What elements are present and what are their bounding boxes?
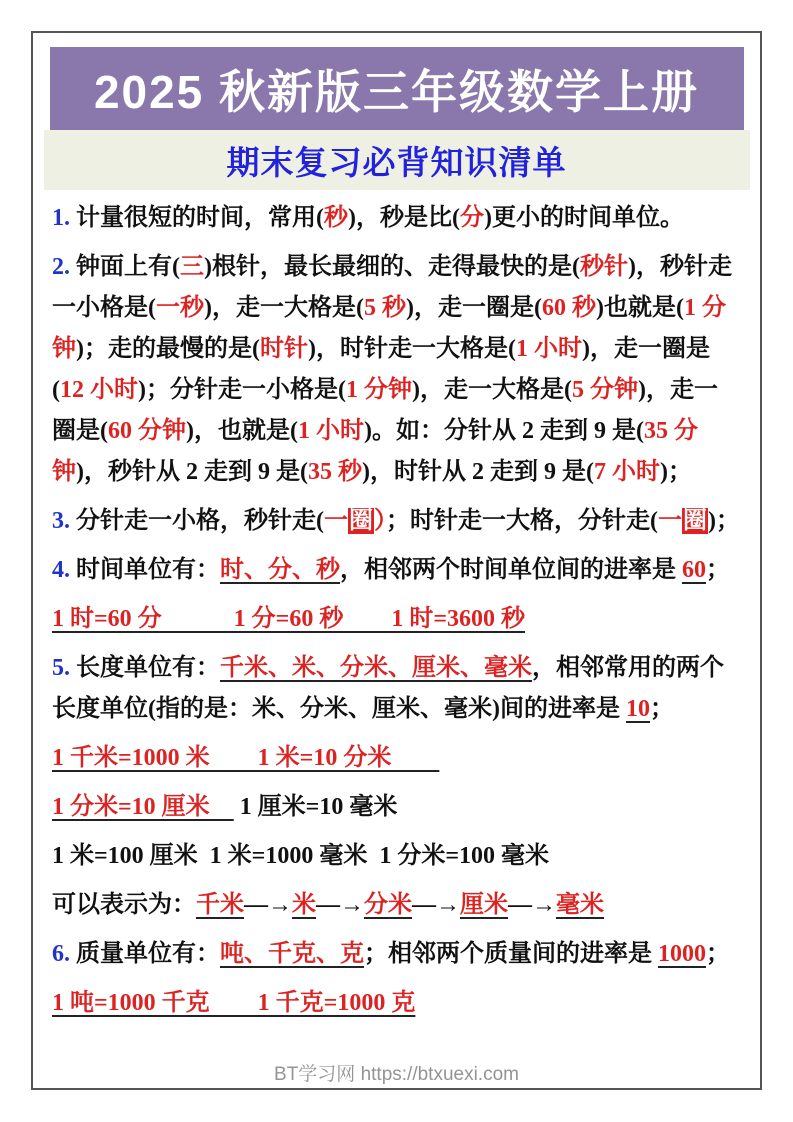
list-item [52, 648, 741, 730]
watermark-text: BT学习网 https://btxuexi.com [274, 1064, 519, 1085]
text-segment: )，时针从 2 走到 9 是( [361, 459, 594, 485]
text-segment: 时间单位有： [70, 557, 220, 583]
text-segment: 7 小时 [593, 459, 660, 485]
text-segment: 毫米 [556, 892, 604, 918]
text-segment: )，走一大格是( [204, 295, 364, 321]
text-segment: 60 分钟 [108, 418, 186, 444]
text-segment: 秒 [324, 205, 348, 231]
text-segment: )； [708, 508, 740, 534]
text-segment: 时针 [259, 336, 308, 362]
text-segment: 千米、米、分米、厘米、毫米 [220, 655, 532, 681]
list-item [52, 501, 741, 542]
text-segment: 一 [324, 508, 348, 534]
text-segment: 10 [625, 696, 650, 722]
list-item [52, 198, 741, 239]
text-segment: 1 分钟 [345, 377, 412, 403]
text-segment: 圈 [349, 508, 373, 534]
text-segment: 分米 [364, 892, 412, 918]
text-segment: 圈 [683, 508, 707, 534]
text-segment: )，走一大格是( [411, 377, 572, 403]
text-segment: 三 [180, 254, 204, 280]
text-segment: ；时针走一大格，分针走( [386, 508, 658, 534]
text-segment: 1 分钟 [52, 295, 726, 362]
list-item [52, 983, 741, 1024]
text-segment: )；走的最慢的是( [76, 336, 260, 362]
text-segment: 分 [459, 205, 484, 231]
text-segment: 钟面上有( [70, 254, 180, 280]
text-segment: 4. [52, 557, 70, 583]
text-segment: 秒针 [579, 254, 628, 280]
text-segment: )也就是( [595, 295, 684, 321]
list-item [52, 738, 741, 779]
subheader-banner [44, 130, 750, 190]
text-segment: 一秒 [156, 295, 204, 321]
text-segment: )。如：分针从 2 走到 9 是( [363, 418, 644, 444]
list-item [52, 934, 741, 975]
text-segment: ，相邻常用的两个长度单位(指的是：米、分米、厘米、毫米)间的进率是 [52, 655, 724, 722]
text-segment: )； [659, 459, 692, 485]
footer [33, 1059, 760, 1088]
header-banner [50, 47, 744, 130]
list-item [52, 599, 741, 640]
text-segment: 6. [52, 941, 70, 967]
page-title: 2025 秋新版三年级数学上册 [93, 65, 700, 118]
text-segment: 1 米=100 厘米 1 米=1000 毫米 1 分米=100 毫米 [52, 843, 550, 869]
text-segment: 长度单位有： [70, 655, 220, 681]
text-segment: —→ [316, 892, 364, 918]
list-item [52, 787, 741, 828]
text-segment: 厘米 [460, 892, 508, 918]
text-segment: )，秒针走一小格是( [52, 254, 732, 321]
text-segment: )，秒是比( [348, 205, 460, 231]
text-segment: 5 分钟 [571, 377, 638, 403]
list-item [52, 836, 741, 877]
text-segment: )，也就是( [186, 418, 298, 444]
text-segment: 2. [52, 254, 70, 280]
text-segment: 3. [52, 508, 70, 534]
text-segment: 1000 [658, 941, 706, 967]
text-segment: )根针，最长最细的、走得最快的是( [204, 254, 580, 280]
text-segment: 可以表示为： [52, 892, 196, 918]
text-segment: ； [706, 941, 730, 967]
text-segment: )；分针走一小格是( [138, 377, 346, 403]
text-segment: )，秒针从 2 走到 9 是( [76, 459, 308, 485]
text-segment: ； [649, 696, 674, 722]
list-item [52, 247, 741, 493]
text-segment: 35 分钟 [52, 418, 698, 485]
text-segment: )，走一圈是( [52, 377, 718, 444]
text-segment: 千米 [196, 892, 244, 918]
text-segment: )更小的时间单位。 [483, 205, 684, 231]
text-segment: 时、分、秒 [220, 557, 340, 583]
text-segment: 吨、千克、克 [220, 941, 364, 967]
subtitle: 期末复习必背知识清单 [226, 143, 567, 181]
text-segment: 1 时=60 分 1 分=60 秒 1 时=3600 秒 [52, 606, 526, 632]
text-segment: ，相邻两个时间单位间的进率是 [340, 557, 682, 583]
text-segment: 1 小时 [515, 336, 582, 362]
list-item [52, 550, 741, 591]
text-segment: 1 吨=1000 千克 1 千克=1000 克 [52, 990, 416, 1016]
text-segment: 1 小时 [297, 418, 364, 444]
text-segment: 1 分米=10 厘米 [52, 794, 234, 820]
text-segment: 5 秒 [363, 295, 406, 321]
text-segment: ） [374, 508, 386, 534]
text-segment: ；相邻两个质量间的进率是 [364, 941, 658, 967]
text-segment: 一 [658, 508, 682, 534]
text-segment: 60 秒 [541, 295, 596, 321]
text-segment: ； [706, 557, 730, 583]
text-segment: 计量很短的时间，常用( [70, 205, 324, 231]
text-segment: 米 [292, 892, 316, 918]
text-segment: 质量单位有： [70, 941, 220, 967]
text-segment: 60 [682, 557, 706, 583]
text-segment: —→ [508, 892, 556, 918]
text-segment: 5. [52, 655, 70, 681]
text-segment: —→ [244, 892, 292, 918]
text-segment: 1 千米=1000 米 1 米=10 分米 [52, 745, 440, 771]
text-segment: )，时针走一大格是( [307, 336, 516, 362]
text-segment: )，走一圈是( [405, 295, 542, 321]
text-segment: 1. [52, 205, 70, 231]
text-segment: 1 厘米=10 毫米 [233, 794, 398, 820]
text-segment: —→ [412, 892, 460, 918]
knowledge-list [33, 190, 760, 1024]
text-segment: 35 秒 [307, 459, 362, 485]
text-segment: 分针走一小格，秒针走( [70, 508, 324, 534]
page-frame [31, 31, 762, 1090]
text-segment: )，走一圈是( [52, 336, 710, 403]
text-segment: 12 小时 [60, 377, 138, 403]
list-item [52, 885, 741, 926]
